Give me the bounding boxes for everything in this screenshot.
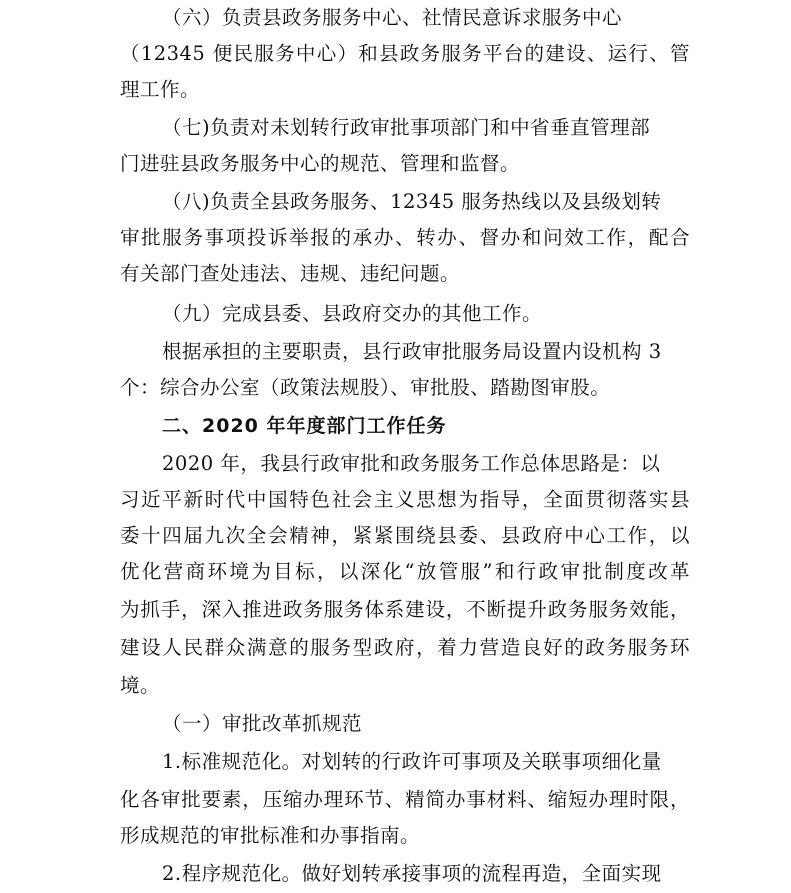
paragraph-9-line-1: （九）完成县委、县政府交办的其他工作。	[162, 302, 543, 325]
paragraph-12-line-1: 1.标准规范化。对划转的行政许可事项及关联事项细化量	[162, 750, 662, 773]
paragraph-6-line-1: （六）负责县政务服务中心、社情民意诉求服务中心	[162, 6, 623, 29]
section-heading-2: 二、2020 年年度部门工作任务	[162, 415, 447, 437]
paragraph-11-line-7: 境。	[120, 674, 161, 697]
paragraph-11-line-1: 2020 年，我县行政审批和政务服务工作总体思路是：以	[162, 452, 661, 475]
paragraph-11-line-6: 建设人民群众满意的服务型政府，着力营造良好的政务服务环	[120, 636, 690, 659]
paragraph-11-line-5: 为抓手，深入推进政务服务体系建设，不断提升政务服务效能，	[120, 598, 690, 621]
paragraph-8-line-1: （八)负责全县政务服务、12345 服务热线以及县级划转	[162, 190, 662, 213]
paragraph-6-line-2: （12345 便民服务中心）和县政务服务平台的建设、运行、管	[120, 42, 690, 65]
paragraph-8-line-3: 有关部门查处违法、违规、违纪问题。	[120, 262, 461, 285]
paragraph-11-line-4: 优化营商环境为目标，以深化“放管服”和行政审批制度改革	[120, 560, 690, 583]
paragraph-7-line-1: （七)负责对未划转行政审批事项部门和中省垂直管理部	[162, 116, 651, 139]
paragraph-7-line-2: 门进驻县政务服务中心的规范、管理和监督。	[120, 152, 521, 175]
paragraph-13-line-1: 2.程序规范化。做好划转承接事项的流程再造，全面实现	[162, 862, 662, 885]
paragraph-11-line-3: 委十四届九次全会精神，紧紧围绕县委、县政府中心工作，以	[120, 524, 690, 547]
subsection-heading-1: （一）审批改革抓规范	[162, 712, 363, 735]
paragraph-11-line-2: 习近平新时代中国特色社会主义思想为指导，全面贯彻落实县	[120, 488, 690, 511]
paragraph-10-line-1: 根据承担的主要职责，县行政审批服务局设置内设机构 3	[162, 340, 662, 363]
paragraph-10-line-2: 个：综合办公室（政策法规股）、审批股、踏勘图审股。	[120, 376, 611, 399]
paragraph-12-line-2: 化各审批要素，压缩办理环节、精简办事材料、缩短办理时限，	[120, 788, 690, 811]
paragraph-12-line-3: 形成规范的审批标准和办事指南。	[120, 824, 421, 847]
paragraph-6-line-3: 理工作。	[120, 78, 201, 101]
paragraph-8-line-2: 审批服务事项投诉举报的承办、转办、督办和问效工作，配合	[120, 226, 690, 249]
